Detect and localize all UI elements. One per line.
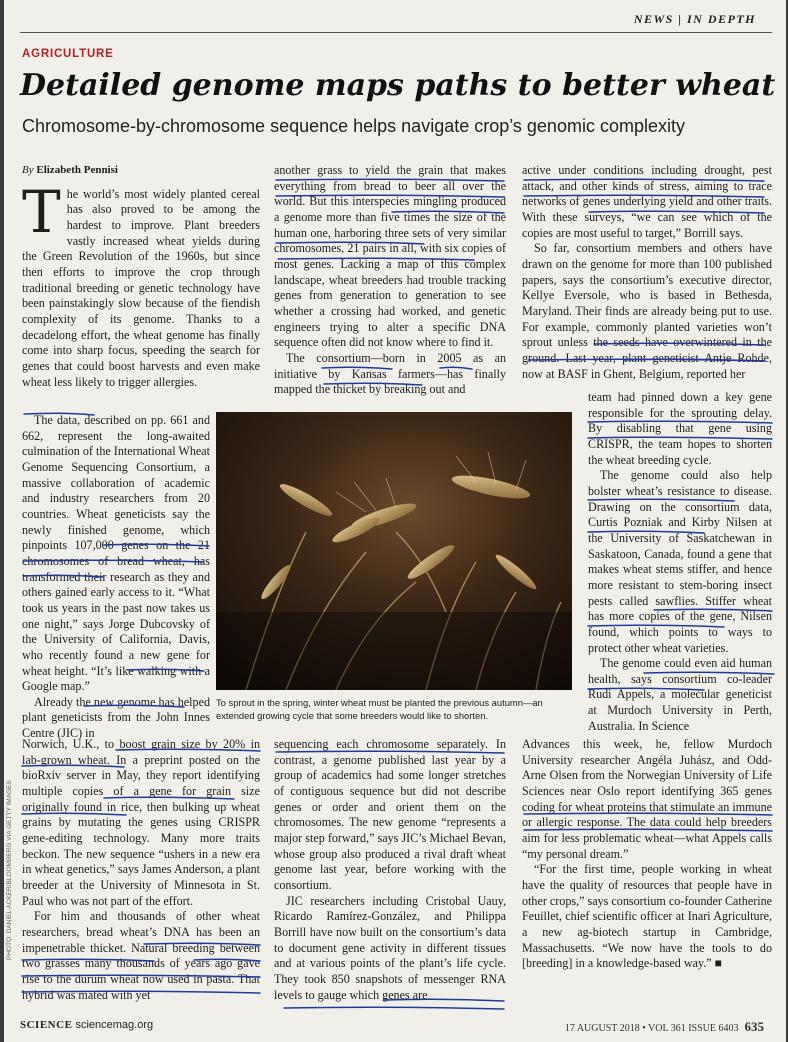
journal-name: SCIENCE <box>20 1019 73 1031</box>
paragraph: Already the new genome has helped plant geneticists from the John Innes Centre (JIC) in <box>22 694 210 741</box>
footer-journal <box>20 1019 153 1031</box>
magazine-page <box>4 0 786 1042</box>
paragraph: active under conditions including drought, pest attack, and other kinds of stress, aiming to trace networks of genes underlying yield and other traits. With these surveys, “we can see which of the copies are most useful to target,” Borrill says. <box>522 163 772 240</box>
paragraph: Norwich, U.K., to boost grain size by 20% in lab-grown wheat. In a preprint posted on the bioRxiv server in May, they report identifying multiple copies of a gene for grain size originally found in rice, then bulking up wheat grains by mutating the genes using CRISPR gene-editing technology. Many more traits beckon. The new sequence “ushers in a new era in wheat genetics,” says James Anderson, a plant breeder at the University of Minnesota in St. Paul who was not part of the effort. <box>22 737 260 908</box>
byline: By Elizabeth Pennisi <box>22 164 118 176</box>
paragraph: he world’s most widely planted cereal has also proved to be among the hardest to improve. Plant breeders vastly increased wheat yields during the Green Revolution of the 1960s, but since then efforts to improve the crop through traditional breeding or genetic technology have been painstakingly slow because of the fiendish complexity of its genome. Thanks to a decadelong effort, the wheat genome has finally come into sharp focus, speeding the search for genes that could boost harvests and even make wheat less likely to trigger allergies. <box>22 186 260 389</box>
deck: Chromosome-by-chromosome sequence helps navigate crop’s genomic complexity <box>22 116 685 136</box>
paragraph: The genome could even aid human health, says consortium co-leader Rudi Appels, a molecular geneticist at Murdoch University in Perth, Australia. In Science <box>588 656 772 733</box>
paragraph: team had pinned down a key gene responsible for the sprouting delay. By disabling that gene using CRISPR, the team hopes to shorten the wheat breeding cycle. <box>588 390 772 467</box>
paragraph: For him and thousands of other wheat researchers, bread wheat’s DNA has been an impenetrable thicket. Natural breeding between two grasses many thousands of years ago gave rise to the durum wheat now used in pasta. That hybrid was mated with yet <box>22 909 260 1002</box>
author-name: Elizabeth Pennisi <box>36 164 118 176</box>
paragraph: The data, described on pp. 661 and 662, represent the long-awaited culmination of the International Wheat Genome Sequencing Consortium, a massive collaboration of academic and industry researchers from 20 countries. Wheat geneticists say the newly finished genome, which pinpoints 107,000 genes on the 21 chromosomes of bread wheat, has transformed their research as they and others gained early access to it. “What took us years in the past now takes us one night,” says Jorge Dubcovsky of the University of California, Davis, who recently found a new gene for wheat height. “It’s like walking with a Google map.” <box>22 413 210 694</box>
issue-info: 17 AUGUST 2018 • VOL 361 ISSUE 6403 <box>564 1023 739 1034</box>
paragraph: The consortium—born in 2005 as an initiative by Kansas farmers—has finally mapped the thicket by breaking out and <box>274 350 506 397</box>
journal-site: sciencemag.org <box>75 1019 154 1031</box>
footer-issue <box>565 1019 764 1035</box>
paragraph: Advances this week, he, fellow Murdoch University researcher Angéla Juhász, and Odd-Arne Olsen from the Norwegian University of Life Sciences near Oslo report identifying 365 genes coding for wheat proteins that stimulate an immune or allergic response. The data could help breeders aim for less problematic wheat—what Appels calls “my personal dream.” <box>522 737 772 861</box>
pen-annotations <box>4 0 786 1042</box>
paragraph: The genome could also help bolster wheat’s resistance to disease. Drawing on the consortium data, Curtis Pozniak and Kirby Nilsen at the University of Saskatchewan in Saskatoon, Canada, found a gene that makes wheat stems stiffer, and hence more resistant to stem-boring insect pests called sawflies. Stiffer wheat has more copies of the gene, Nilsen found, which points to ways to protect other wheat varieties. <box>588 468 772 655</box>
paragraph: JIC researchers including Cristobal Uauy, Ricardo Ramírez-González, and Philippa Borrill have now built on the consortium’s data to document gene activity in different tissues and at various points of the plant’s life cycle. They took 850 snapshots of messenger RNA levels to gauge which genes are <box>274 893 506 1002</box>
section-kicker: AGRICULTURE <box>22 48 114 60</box>
paragraph: “For the first time, people working in wheat have the quality of resources that people have in other crops,” says consortium co-founder Catherine Feuillet, chief scientific officer at Inari Agriculture, a new ag-biotech startup in Cambridge, Massachusetts. “We now have the tools to do [breeding] in a knowledge-based way.” ■ <box>522 862 772 971</box>
page-number: 635 <box>744 1019 764 1034</box>
paragraph: So far, consortium members and others have drawn on the genome for more than 100 published papers, says the consortium’s executive director, Kellye Eversole, who is based in Bethesda, Maryland. Their finds are already being put to use. For example, commonly planted varieties won’t sprout unless the seeds have overwintered in the ground. Last year, plant geneticist Antje Rohde, now at BASF in Ghent, Belgium, reported her <box>522 241 772 381</box>
photo-caption: To sprout in the spring, winter wheat must be planted the previous autumn—an extended growing cycle that some breeders would like to shorten. <box>216 697 543 721</box>
paragraph: another grass to yield the grain that makes everything from bread to beer all over the world. But this interspecies mingling produced a genome more than five times the size of the human one, harboring three sets of very similar chromosomes, 21 pairs in all, with six copies of most genes. Lacking a map of this complex landscape, wheat breeders had trouble tracking genes from generation to generation to see whether a crossing had worked, and genetic engineers trying to alter a specific DNA sequence often did not know where to find it. <box>274 163 506 350</box>
drop-cap: T <box>22 177 61 246</box>
headline: Detailed genome maps paths to better wheat <box>20 68 776 103</box>
section-header: NEWS | IN DEPTH <box>633 12 756 26</box>
paragraph: sequencing each chromosome separately. In contrast, a genome published last year by a group of academics had some longer stretches of contiguous sequence but did not describe genes or order and orient them on the chromosomes. The new genome “represents a major step forward,” says JIC’s Michael Bevan, whose group also produced a rival draft wheat genome last year, before working with the consortium. <box>274 737 506 892</box>
photo-credit: PHOTO: DANIEL ACKER/BLOOMBERG VIA GETTY IMAGES <box>6 780 13 960</box>
